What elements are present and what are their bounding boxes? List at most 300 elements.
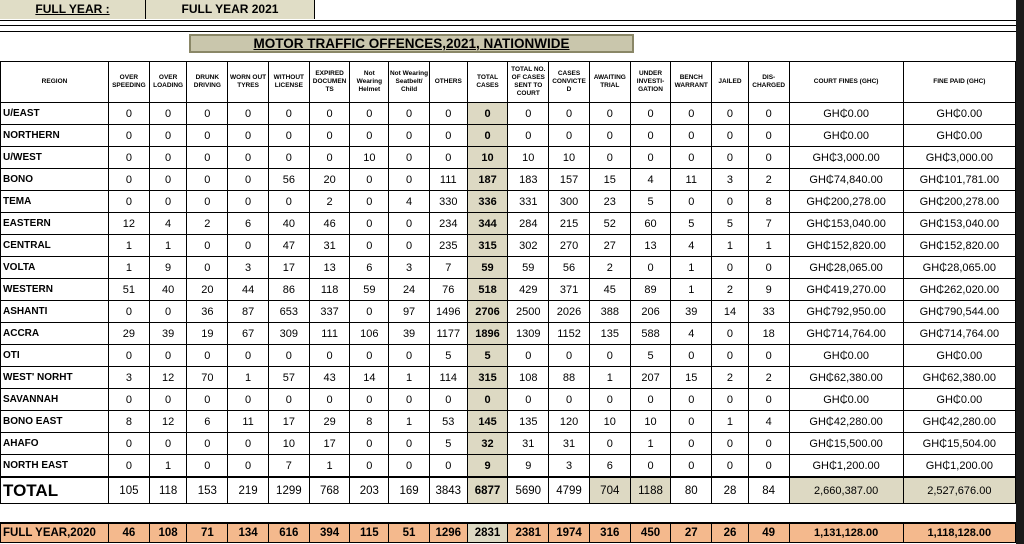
region-cell: VOLTA xyxy=(1,257,109,279)
value-cell: 5 xyxy=(712,213,749,235)
column-header: OTHERS xyxy=(429,62,467,103)
value-cell: 13 xyxy=(630,235,671,257)
value-cell: 1496 xyxy=(429,301,467,323)
previous-year-row xyxy=(1,523,1016,543)
value-cell: 1 xyxy=(630,433,671,455)
fine-cell: GH₵15,504.00 xyxy=(903,433,1015,455)
value-cell: 46 xyxy=(309,213,350,235)
value-cell: 3843 xyxy=(429,477,467,504)
column-header: EXPIRED DOCUMEN TS xyxy=(309,62,350,103)
table-row xyxy=(1,191,1016,213)
value-cell: 0 xyxy=(187,103,228,125)
value-cell: 0 xyxy=(228,125,269,147)
value-cell: 31 xyxy=(549,433,590,455)
value-cell: 5690 xyxy=(508,477,549,504)
value-cell: 6 xyxy=(228,213,269,235)
table-row xyxy=(1,213,1016,235)
total-cases-cell: 0 xyxy=(467,125,508,147)
fine-cell: GH₵714,764.00 xyxy=(903,323,1015,345)
value-cell: 1188 xyxy=(630,477,671,504)
total-cases-cell: 518 xyxy=(467,279,508,301)
value-cell: 0 xyxy=(389,103,430,125)
total-cases-cell: 315 xyxy=(467,367,508,389)
region-cell: TOTAL xyxy=(1,477,109,504)
value-cell: 29 xyxy=(309,411,350,433)
total-cases-cell: 10 xyxy=(467,147,508,169)
offences-table xyxy=(0,61,1016,543)
value-cell: 1309 xyxy=(508,323,549,345)
value-cell: 43 xyxy=(309,367,350,389)
value-cell: 17 xyxy=(309,433,350,455)
value-cell: 3 xyxy=(109,367,150,389)
value-cell: 0 xyxy=(712,257,749,279)
value-cell: 0 xyxy=(309,389,350,411)
fine-cell: GH₵419,270.00 xyxy=(789,279,903,301)
value-cell: 31 xyxy=(508,433,549,455)
value-cell: 1 xyxy=(712,411,749,433)
total-cases-cell: 344 xyxy=(467,213,508,235)
value-cell: 8 xyxy=(748,191,789,213)
fine-cell: GH₵792,950.00 xyxy=(789,301,903,323)
table-row xyxy=(1,389,1016,411)
column-header: FINE PAID (GHC) xyxy=(903,62,1015,103)
value-cell: 0 xyxy=(187,169,228,191)
region-cell: BONO xyxy=(1,169,109,191)
value-cell: 1299 xyxy=(268,477,309,504)
value-cell: 67 xyxy=(228,323,269,345)
column-header: TOTAL NO. OF CASES SENT TO COURT xyxy=(508,62,549,103)
value-cell: 4799 xyxy=(549,477,590,504)
value-cell: 12 xyxy=(109,213,150,235)
value-cell: 302 xyxy=(508,235,549,257)
value-cell: 6 xyxy=(589,455,630,478)
value-cell: 0 xyxy=(549,389,590,411)
value-cell: 33 xyxy=(748,301,789,323)
value-cell: 0 xyxy=(109,455,150,478)
value-cell: 0 xyxy=(149,169,187,191)
value-cell: 52 xyxy=(589,213,630,235)
value-cell: 105 xyxy=(109,477,150,504)
total-cases-cell: 0 xyxy=(467,103,508,125)
value-cell: 284 xyxy=(508,213,549,235)
value-cell: 2 xyxy=(309,191,350,213)
total-cases-cell: 187 xyxy=(467,169,508,191)
value-cell: 1 xyxy=(149,455,187,478)
value-cell: 46 xyxy=(109,523,150,543)
value-cell: 0 xyxy=(508,103,549,125)
value-cell: 0 xyxy=(268,125,309,147)
value-cell: 9 xyxy=(149,257,187,279)
value-cell: 2026 xyxy=(549,301,590,323)
value-cell: 108 xyxy=(508,367,549,389)
value-cell: 118 xyxy=(309,279,350,301)
value-cell: 0 xyxy=(309,345,350,367)
value-cell: 0 xyxy=(350,191,389,213)
value-cell: 337 xyxy=(309,301,350,323)
value-cell: 0 xyxy=(187,125,228,147)
total-cases-cell: 5 xyxy=(467,345,508,367)
total-cases-cell: 1896 xyxy=(467,323,508,345)
value-cell: 6 xyxy=(350,257,389,279)
value-cell: 97 xyxy=(389,301,430,323)
value-cell: 134 xyxy=(228,523,269,543)
value-cell: 0 xyxy=(630,103,671,125)
value-cell: 0 xyxy=(228,455,269,478)
value-cell: 0 xyxy=(748,103,789,125)
table-row xyxy=(1,235,1016,257)
value-cell: 3 xyxy=(549,455,590,478)
fine-cell: GH₵0.00 xyxy=(903,345,1015,367)
value-cell: 153 xyxy=(187,477,228,504)
value-cell: 86 xyxy=(268,279,309,301)
value-cell: 0 xyxy=(389,433,430,455)
value-cell: 47 xyxy=(268,235,309,257)
region-cell: U/EAST xyxy=(1,103,109,125)
value-cell: 0 xyxy=(109,301,150,323)
fine-cell: 1,118,128.00 xyxy=(903,523,1015,543)
value-cell: 0 xyxy=(429,103,467,125)
value-cell: 219 xyxy=(228,477,269,504)
value-cell: 203 xyxy=(350,477,389,504)
column-header: DIS- CHARGED xyxy=(748,62,789,103)
value-cell: 316 xyxy=(589,523,630,543)
region-cell: NORTHERN xyxy=(1,125,109,147)
value-cell: 1177 xyxy=(429,323,467,345)
value-cell: 0 xyxy=(228,235,269,257)
value-cell: 11 xyxy=(671,169,712,191)
value-cell: 0 xyxy=(109,103,150,125)
value-cell: 5 xyxy=(671,213,712,235)
value-cell: 0 xyxy=(589,125,630,147)
value-cell: 0 xyxy=(309,125,350,147)
value-cell: 26 xyxy=(712,523,749,543)
value-cell: 53 xyxy=(429,411,467,433)
value-cell: 1 xyxy=(712,235,749,257)
value-cell: 70 xyxy=(187,367,228,389)
fine-cell: GH₵714,764.00 xyxy=(789,323,903,345)
value-cell: 0 xyxy=(589,103,630,125)
value-cell: 27 xyxy=(671,523,712,543)
fine-cell: GH₵262,020.00 xyxy=(903,279,1015,301)
value-cell: 0 xyxy=(549,125,590,147)
value-cell: 0 xyxy=(228,191,269,213)
table-row xyxy=(1,301,1016,323)
value-cell: 0 xyxy=(712,125,749,147)
value-cell: 588 xyxy=(630,323,671,345)
fine-cell: GH₵0.00 xyxy=(789,389,903,411)
value-cell: 0 xyxy=(350,213,389,235)
value-cell: 10 xyxy=(268,433,309,455)
value-cell: 0 xyxy=(508,345,549,367)
value-cell: 1 xyxy=(589,367,630,389)
value-cell: 0 xyxy=(589,433,630,455)
column-header: UNDER INVESTI- GATION xyxy=(630,62,671,103)
column-header: COURT FINES (GHC) xyxy=(789,62,903,103)
value-cell: 2 xyxy=(748,169,789,191)
value-cell: 15 xyxy=(589,169,630,191)
table-row xyxy=(1,411,1016,433)
value-cell: 0 xyxy=(268,389,309,411)
value-cell: 39 xyxy=(671,301,712,323)
value-cell: 0 xyxy=(508,125,549,147)
fine-cell: GH₵15,500.00 xyxy=(789,433,903,455)
value-cell: 1152 xyxy=(549,323,590,345)
value-cell: 40 xyxy=(268,213,309,235)
value-cell: 5 xyxy=(630,191,671,213)
value-cell: 0 xyxy=(389,125,430,147)
table-row xyxy=(1,345,1016,367)
value-cell: 10 xyxy=(589,411,630,433)
value-cell: 0 xyxy=(389,389,430,411)
fine-cell: GH₵153,040.00 xyxy=(903,213,1015,235)
value-cell: 0 xyxy=(350,301,389,323)
value-cell: 40 xyxy=(149,279,187,301)
value-cell: 59 xyxy=(350,279,389,301)
value-cell: 371 xyxy=(549,279,590,301)
value-cell: 11 xyxy=(228,411,269,433)
value-cell: 9 xyxy=(748,279,789,301)
fine-cell: GH₵200,278.00 xyxy=(903,191,1015,213)
column-header: WITHOUT LICENSE xyxy=(268,62,309,103)
value-cell: 0 xyxy=(748,147,789,169)
total-cases-cell: 2706 xyxy=(467,301,508,323)
value-cell: 49 xyxy=(748,523,789,543)
total-cases-cell: 32 xyxy=(467,433,508,455)
value-cell: 135 xyxy=(589,323,630,345)
value-cell: 19 xyxy=(187,323,228,345)
value-cell: 4 xyxy=(671,235,712,257)
fine-cell: GH₵101,781.00 xyxy=(903,169,1015,191)
column-header: Not Wearing Seatbelt/ Child xyxy=(389,62,430,103)
value-cell: 0 xyxy=(508,389,549,411)
value-cell: 0 xyxy=(671,455,712,478)
value-cell: 3 xyxy=(712,169,749,191)
value-cell: 0 xyxy=(429,455,467,478)
value-cell: 4 xyxy=(149,213,187,235)
value-cell: 1296 xyxy=(429,523,467,543)
fine-cell: GH₵790,544.00 xyxy=(903,301,1015,323)
value-cell: 331 xyxy=(508,191,549,213)
value-cell: 0 xyxy=(549,345,590,367)
value-cell: 0 xyxy=(429,125,467,147)
value-cell: 0 xyxy=(712,345,749,367)
fine-cell: GH₵42,280.00 xyxy=(789,411,903,433)
table-row xyxy=(1,433,1016,455)
value-cell: 1 xyxy=(309,455,350,478)
total-cases-cell: 9 xyxy=(467,455,508,478)
value-cell: 71 xyxy=(187,523,228,543)
value-cell: 450 xyxy=(630,523,671,543)
value-cell: 0 xyxy=(671,411,712,433)
fine-cell: 2,527,676.00 xyxy=(903,477,1015,504)
value-cell: 56 xyxy=(268,169,309,191)
table-row xyxy=(1,257,1016,279)
value-cell: 4 xyxy=(630,169,671,191)
value-cell: 0 xyxy=(187,257,228,279)
region-cell: U/WEST xyxy=(1,147,109,169)
value-cell: 0 xyxy=(712,389,749,411)
fine-cell: GH₵200,278.00 xyxy=(789,191,903,213)
value-cell: 0 xyxy=(149,389,187,411)
value-cell: 87 xyxy=(228,301,269,323)
value-cell: 10 xyxy=(549,147,590,169)
header-row xyxy=(1,62,1016,103)
fine-cell: GH₵42,280.00 xyxy=(903,411,1015,433)
value-cell: 394 xyxy=(309,523,350,543)
value-cell: 0 xyxy=(187,235,228,257)
value-cell: 108 xyxy=(149,523,187,543)
value-cell: 15 xyxy=(671,367,712,389)
value-cell: 0 xyxy=(109,345,150,367)
value-cell: 106 xyxy=(350,323,389,345)
value-cell: 0 xyxy=(630,389,671,411)
column-header: AWAITING TRIAL xyxy=(589,62,630,103)
value-cell: 2 xyxy=(187,213,228,235)
value-cell: 7 xyxy=(268,455,309,478)
value-cell: 8 xyxy=(109,411,150,433)
value-cell: 0 xyxy=(350,345,389,367)
value-cell: 115 xyxy=(350,523,389,543)
value-cell: 653 xyxy=(268,301,309,323)
value-cell: 31 xyxy=(309,235,350,257)
window-edge xyxy=(1016,0,1024,544)
value-cell: 0 xyxy=(748,389,789,411)
value-cell: 0 xyxy=(149,345,187,367)
region-cell: BONO EAST xyxy=(1,411,109,433)
fine-cell: GH₵0.00 xyxy=(903,389,1015,411)
value-cell: 17 xyxy=(268,257,309,279)
fine-cell: GH₵152,820.00 xyxy=(903,235,1015,257)
column-header: BENCH WARRANT xyxy=(671,62,712,103)
region-cell: TEMA xyxy=(1,191,109,213)
value-cell: 0 xyxy=(187,433,228,455)
value-cell: 7 xyxy=(429,257,467,279)
value-cell: 0 xyxy=(429,147,467,169)
value-cell: 1 xyxy=(671,279,712,301)
total-cases-cell: 6877 xyxy=(467,477,508,504)
value-cell: 80 xyxy=(671,477,712,504)
value-cell: 0 xyxy=(671,103,712,125)
fine-cell: GH₵0.00 xyxy=(903,103,1015,125)
fine-cell: 2,660,387.00 xyxy=(789,477,903,504)
value-cell: 111 xyxy=(429,169,467,191)
value-cell: 9 xyxy=(508,455,549,478)
value-cell: 0 xyxy=(671,345,712,367)
value-cell: 24 xyxy=(389,279,430,301)
period-label: FULL YEAR : xyxy=(0,0,146,19)
column-header: REGION xyxy=(1,62,109,103)
region-cell: WEST' NORHT xyxy=(1,367,109,389)
region-cell: WESTERN xyxy=(1,279,109,301)
value-cell: 84 xyxy=(748,477,789,504)
fine-cell: GH₵28,065.00 xyxy=(903,257,1015,279)
value-cell: 0 xyxy=(149,125,187,147)
value-cell: 0 xyxy=(350,125,389,147)
value-cell: 111 xyxy=(309,323,350,345)
value-cell: 135 xyxy=(508,411,549,433)
value-cell: 5 xyxy=(429,345,467,367)
value-cell: 114 xyxy=(429,367,467,389)
fine-cell: GH₵3,000.00 xyxy=(903,147,1015,169)
value-cell: 59 xyxy=(508,257,549,279)
value-cell: 0 xyxy=(187,389,228,411)
region-cell: ASHANTI xyxy=(1,301,109,323)
value-cell: 388 xyxy=(589,301,630,323)
value-cell: 1 xyxy=(671,257,712,279)
column-header: OVER SPEEDING xyxy=(109,62,150,103)
value-cell: 0 xyxy=(350,235,389,257)
value-cell: 14 xyxy=(350,367,389,389)
fine-cell: GH₵0.00 xyxy=(903,125,1015,147)
value-cell: 300 xyxy=(549,191,590,213)
table-title: MOTOR TRAFFIC OFFENCES,2021, NATIONWIDE xyxy=(189,34,634,53)
value-cell: 4 xyxy=(671,323,712,345)
value-cell: 0 xyxy=(748,125,789,147)
value-cell: 0 xyxy=(268,103,309,125)
value-cell: 215 xyxy=(549,213,590,235)
value-cell: 39 xyxy=(389,323,430,345)
value-cell: 0 xyxy=(109,169,150,191)
value-cell: 169 xyxy=(389,477,430,504)
total-cases-cell: 315 xyxy=(467,235,508,257)
table-row xyxy=(1,147,1016,169)
fine-cell: GH₵1,200.00 xyxy=(903,455,1015,478)
value-cell: 0 xyxy=(712,103,749,125)
value-cell: 2381 xyxy=(508,523,549,543)
value-cell: 1 xyxy=(109,235,150,257)
value-cell: 0 xyxy=(748,433,789,455)
region-cell: AHAFO xyxy=(1,433,109,455)
value-cell: 0 xyxy=(268,345,309,367)
value-cell: 0 xyxy=(228,103,269,125)
value-cell: 5 xyxy=(429,433,467,455)
table-row xyxy=(1,455,1016,478)
value-cell: 45 xyxy=(589,279,630,301)
fine-cell: GH₵153,040.00 xyxy=(789,213,903,235)
value-cell: 10 xyxy=(508,147,549,169)
value-cell: 56 xyxy=(549,257,590,279)
value-cell: 616 xyxy=(268,523,309,543)
fine-cell: GH₵74,840.00 xyxy=(789,169,903,191)
value-cell: 0 xyxy=(671,389,712,411)
value-cell: 0 xyxy=(712,191,749,213)
value-cell: 0 xyxy=(228,147,269,169)
fine-cell: GH₵3,000.00 xyxy=(789,147,903,169)
value-cell: 0 xyxy=(149,301,187,323)
fine-cell: GH₵0.00 xyxy=(789,345,903,367)
value-cell: 0 xyxy=(350,169,389,191)
region-cell: ACCRA xyxy=(1,323,109,345)
value-cell: 14 xyxy=(712,301,749,323)
value-cell: 0 xyxy=(109,191,150,213)
value-cell: 0 xyxy=(549,103,590,125)
value-cell: 0 xyxy=(187,345,228,367)
fine-cell: GH₵62,380.00 xyxy=(789,367,903,389)
value-cell: 0 xyxy=(109,125,150,147)
value-cell: 57 xyxy=(268,367,309,389)
fine-cell: GH₵1,200.00 xyxy=(789,455,903,478)
column-header: WORN OUT TYRES xyxy=(228,62,269,103)
period-value: FULL YEAR 2021 xyxy=(146,0,315,19)
table-row xyxy=(1,323,1016,345)
value-cell: 0 xyxy=(268,147,309,169)
fine-cell: GH₵0.00 xyxy=(789,125,903,147)
value-cell: 0 xyxy=(309,103,350,125)
value-cell: 2 xyxy=(589,257,630,279)
value-cell: 2 xyxy=(712,279,749,301)
value-cell: 0 xyxy=(671,433,712,455)
fine-cell: GH₵0.00 xyxy=(789,103,903,125)
